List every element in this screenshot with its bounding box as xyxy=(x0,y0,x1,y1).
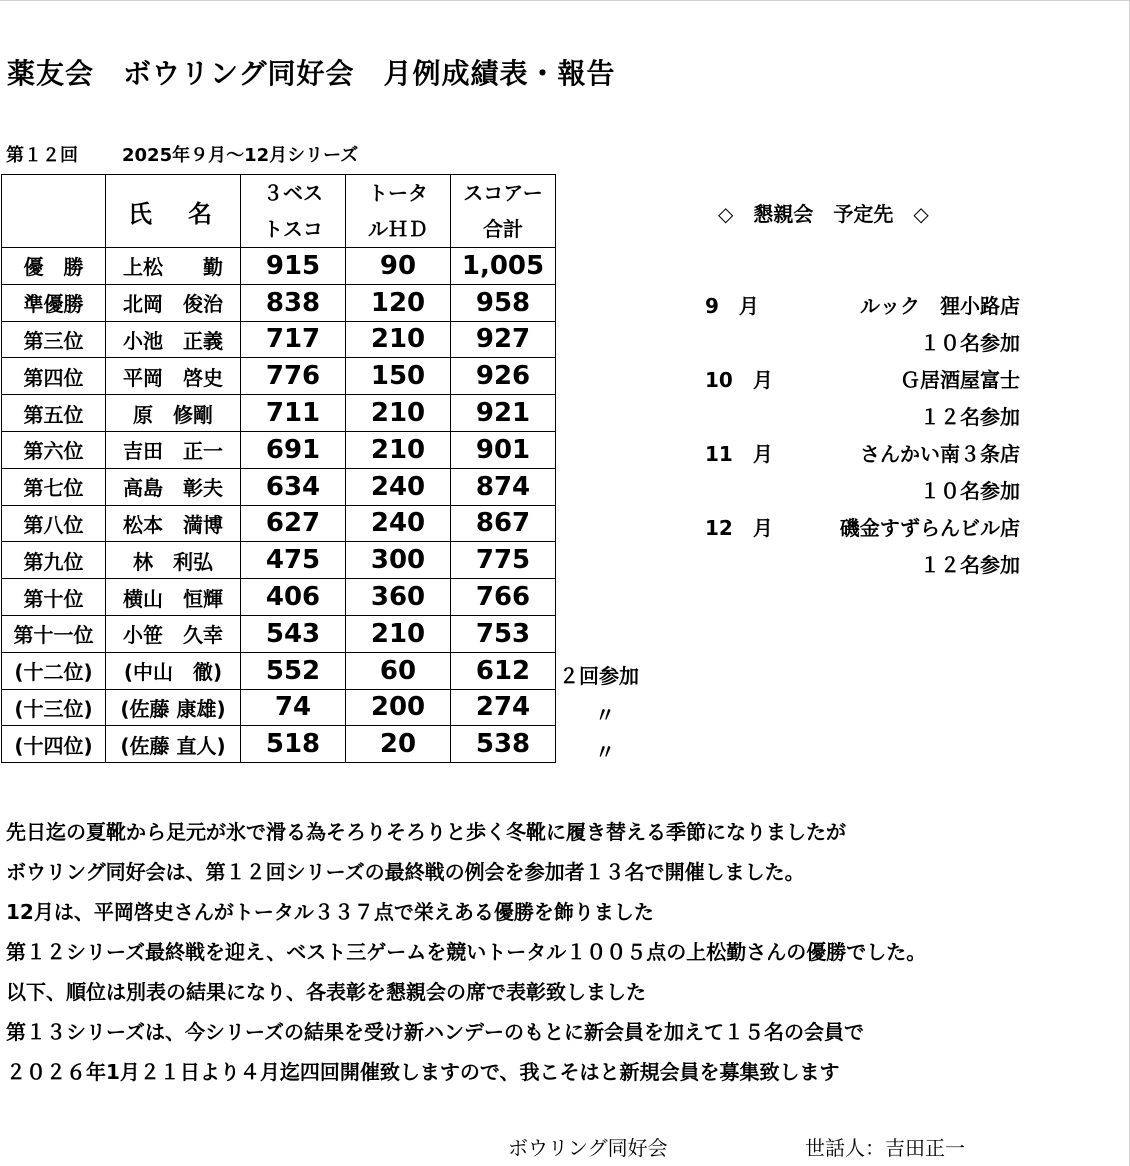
best3-cell: 406 xyxy=(241,579,346,616)
hd-cell: 240 xyxy=(346,505,451,542)
party-venue-2: Ｇ居酒屋富士 xyxy=(900,368,1020,392)
hd-cell: 20 xyxy=(346,726,451,763)
report-line: 以下、順位は別表の結果になり、各表彰を懇親会の席で表彰致しました xyxy=(6,980,646,1004)
header-best3-line1: ３ベス xyxy=(263,181,323,205)
header-best3 xyxy=(241,175,346,248)
total-cell: 538 xyxy=(451,726,556,763)
table-row xyxy=(2,468,556,505)
rank-cell: 第六位 xyxy=(2,431,106,468)
rank-cell: 第九位 xyxy=(2,542,106,579)
name-cell: 小池 正義 xyxy=(106,321,241,358)
name-cell: 北岡 俊治 xyxy=(106,284,241,321)
total-cell: 1,005 xyxy=(451,248,556,285)
report-line: 第１３シリーズは、今シリーズの結果を受け新ハンデーのもとに新会員を加えて１５名の会員で xyxy=(6,1020,864,1044)
name-cell: (佐藤 康雄) xyxy=(106,689,241,726)
hd-cell: 200 xyxy=(346,689,451,726)
hd-cell: 240 xyxy=(346,468,451,505)
total-cell: 867 xyxy=(451,505,556,542)
total-cell: 901 xyxy=(451,431,556,468)
report-line: 12月は、平岡啓史さんがトータル３３７点で栄えある優勝を飾りました xyxy=(6,900,654,924)
total-cell: 927 xyxy=(451,321,556,358)
table-header-row xyxy=(2,175,556,248)
hd-cell: 120 xyxy=(346,284,451,321)
total-cell: 612 xyxy=(451,652,556,689)
header-total-hd xyxy=(346,175,451,248)
footer-organization: ボウリング同好会 xyxy=(508,1136,668,1160)
party-month-1: 9 月 xyxy=(705,294,759,318)
best3-cell: 518 xyxy=(241,726,346,763)
page-title: 薬友会 ボウリング同好会 月例成績表・報告 xyxy=(7,57,616,90)
report-line: 先日迄の夏靴から足元が氷で滑る為そろりそろりと歩く冬靴に履き替える季節になりましたが xyxy=(6,820,846,844)
table-row xyxy=(2,248,556,285)
party-venue-3: さんかい南３条店 xyxy=(860,442,1020,466)
rank-cell: 第四位 xyxy=(2,358,106,395)
rank-cell: 第十一位 xyxy=(2,615,106,652)
rank-cell: (十三位) xyxy=(2,689,106,726)
results-table xyxy=(1,174,556,763)
name-cell: 林 利弘 xyxy=(106,542,241,579)
party-title: ◇ 懇親会 予定先 ◇ xyxy=(718,202,929,226)
rank-cell: (十四位) xyxy=(2,726,106,763)
best3-cell: 915 xyxy=(241,248,346,285)
header-name: 氏 名 xyxy=(106,175,241,248)
table-row xyxy=(2,358,556,395)
rank-cell: 準優勝 xyxy=(2,284,106,321)
header-score-total-line2: 合計 xyxy=(483,217,523,241)
party-attendance-4: １２名参加 xyxy=(920,553,1020,577)
hd-cell: 90 xyxy=(346,248,451,285)
hd-cell: 360 xyxy=(346,579,451,616)
report-line: 第１２シリーズ最終戦を迎え、ベスト三ゲームを競いトータル１００５点の上松勤さんの優勝でした。 xyxy=(6,940,927,964)
hd-cell: 60 xyxy=(346,652,451,689)
rank-cell: 第十位 xyxy=(2,579,106,616)
total-cell: 958 xyxy=(451,284,556,321)
total-cell: 921 xyxy=(451,395,556,432)
total-cell: 874 xyxy=(451,468,556,505)
party-month-3: 11 月 xyxy=(705,442,773,466)
footer-organizer: 世話人：吉田正一 xyxy=(805,1136,965,1160)
best3-cell: 717 xyxy=(241,321,346,358)
best3-cell: 552 xyxy=(241,652,346,689)
hd-cell: 150 xyxy=(346,358,451,395)
name-cell: (中山 徹) xyxy=(106,652,241,689)
hd-cell: 300 xyxy=(346,542,451,579)
table-row xyxy=(2,542,556,579)
name-cell: 小笹 久幸 xyxy=(106,615,241,652)
table-row xyxy=(2,431,556,468)
header-score-total xyxy=(451,175,556,248)
note-ditto-2: 〃 xyxy=(595,740,615,764)
name-cell: (佐藤 直人) xyxy=(106,726,241,763)
table-row xyxy=(2,395,556,432)
table-row xyxy=(2,321,556,358)
note-ditto-1: 〃 xyxy=(595,703,615,727)
name-cell: 高島 彰夫 xyxy=(106,468,241,505)
header-rank xyxy=(2,175,106,248)
total-cell: 753 xyxy=(451,615,556,652)
rank-cell: 第三位 xyxy=(2,321,106,358)
table-row xyxy=(2,615,556,652)
total-cell: 274 xyxy=(451,689,556,726)
name-cell: 吉田 正一 xyxy=(106,431,241,468)
party-month-4: 12 月 xyxy=(705,516,773,540)
note-participation: ２回参加 xyxy=(559,664,639,688)
name-cell: 平岡 啓史 xyxy=(106,358,241,395)
header-best3-line2: トスコ xyxy=(263,217,323,241)
party-attendance-3: １０名参加 xyxy=(920,479,1020,503)
header-score-total-line1: スコアー xyxy=(463,181,543,205)
party-venue-1: ルック 狸小路店 xyxy=(860,294,1020,318)
party-venue-4: 磯金すずらんビル店 xyxy=(839,516,1020,540)
table-row xyxy=(2,505,556,542)
party-month-2: 10 月 xyxy=(705,368,773,392)
name-cell: 松本 満博 xyxy=(106,505,241,542)
name-cell: 上松 勤 xyxy=(106,248,241,285)
name-cell: 原 修剛 xyxy=(106,395,241,432)
total-cell: 775 xyxy=(451,542,556,579)
report-line: ２０２６年1月２１日より４月迄四回開催致しますので、我こそはと新規会員を募集致します xyxy=(6,1060,840,1084)
total-cell: 766 xyxy=(451,579,556,616)
hd-cell: 210 xyxy=(346,431,451,468)
rank-cell: 優 勝 xyxy=(2,248,106,285)
best3-cell: 776 xyxy=(241,358,346,395)
series-round: 第１２回 xyxy=(6,145,78,166)
header-total-hd-line1: トータ xyxy=(368,181,428,205)
party-attendance-1: １０名参加 xyxy=(920,331,1020,355)
best3-cell: 543 xyxy=(241,615,346,652)
best3-cell: 74 xyxy=(241,689,346,726)
total-cell: 926 xyxy=(451,358,556,395)
hd-cell: 210 xyxy=(346,615,451,652)
header-total-hd-line2: ルＨＤ xyxy=(368,217,428,241)
hd-cell: 210 xyxy=(346,395,451,432)
table-row xyxy=(2,726,556,763)
best3-cell: 691 xyxy=(241,431,346,468)
best3-cell: 627 xyxy=(241,505,346,542)
table-row xyxy=(2,652,556,689)
best3-cell: 634 xyxy=(241,468,346,505)
series-period: 2025年９月～12月シリーズ xyxy=(122,145,359,166)
best3-cell: 838 xyxy=(241,284,346,321)
rank-cell: (十二位) xyxy=(2,652,106,689)
rank-cell: 第五位 xyxy=(2,395,106,432)
best3-cell: 475 xyxy=(241,542,346,579)
hd-cell: 210 xyxy=(346,321,451,358)
table-row xyxy=(2,284,556,321)
name-cell: 横山 恒輝 xyxy=(106,579,241,616)
party-attendance-2: １２名参加 xyxy=(920,405,1020,429)
report-paragraph xyxy=(6,812,926,1092)
table-row xyxy=(2,579,556,616)
table-row xyxy=(2,689,556,726)
rank-cell: 第七位 xyxy=(2,468,106,505)
best3-cell: 711 xyxy=(241,395,346,432)
rank-cell: 第八位 xyxy=(2,505,106,542)
report-line: ボウリング同好会は、第１２回シリーズの最終戦の例会を参加者１３名で開催しました。 xyxy=(6,860,805,884)
series-heading xyxy=(6,141,358,167)
